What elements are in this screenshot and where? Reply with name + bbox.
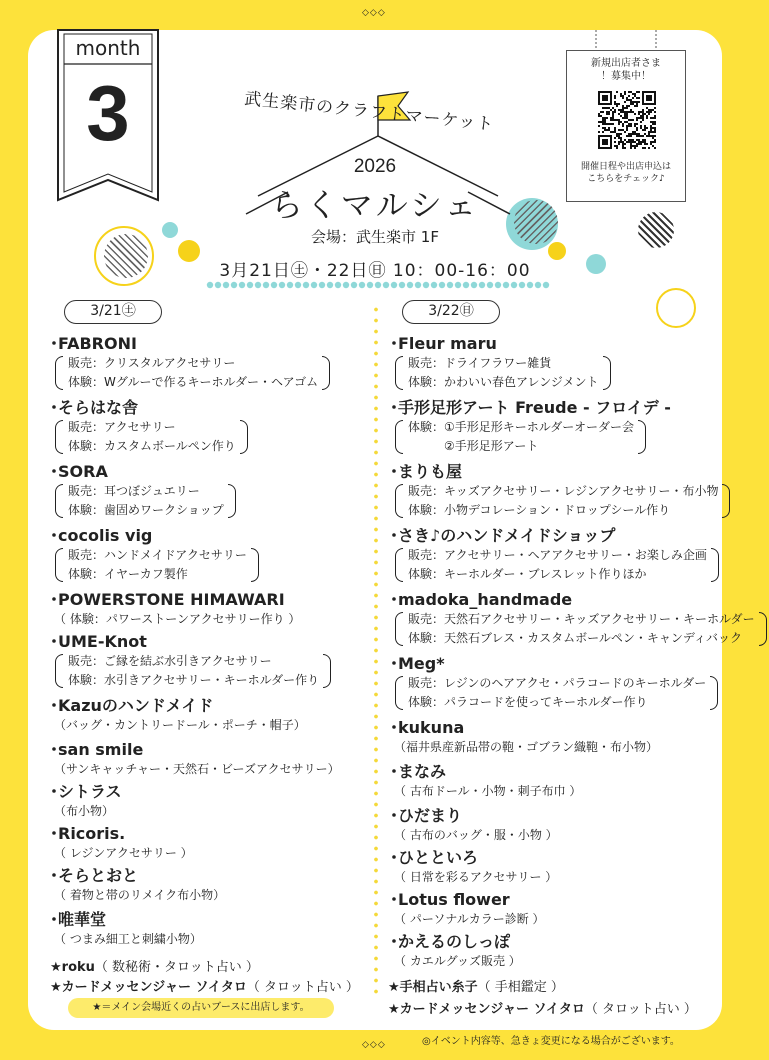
vendor-name xyxy=(386,526,721,546)
vendor-details xyxy=(46,354,332,392)
vendor-details xyxy=(46,546,261,584)
vendor-detail-line: 販売：天然石アクセサリー・キッズアクセサリー・キーホルダー xyxy=(408,612,755,626)
column-divider xyxy=(374,304,378,994)
vendor-entry xyxy=(46,866,225,905)
vendor-detail-line: 体験：水引きアクセサリー・キーホルダー作り xyxy=(68,673,320,687)
qr-code-icon[interactable] xyxy=(598,91,656,149)
vendor-details xyxy=(46,482,238,520)
divider-dot xyxy=(431,282,437,288)
star-vendor-name: ★roku xyxy=(50,960,95,975)
recruit-caption-line: 開催日程や出店申込は xyxy=(580,162,671,172)
vendor-detail-line: 体験：天然石ブレス・カスタムボールペン・キャンディバック xyxy=(408,631,742,645)
divider-dot xyxy=(359,282,365,288)
vendor-name xyxy=(386,334,613,354)
vendor-detail-line: （ 着物と帯のリメイク布小物） xyxy=(54,888,226,902)
vendor-detail-line: 販売：ご縁を結ぶ水引きアクセサリー xyxy=(68,654,272,668)
divider-dot xyxy=(303,282,309,288)
vendor-name xyxy=(46,526,261,546)
hanging-strings xyxy=(566,30,686,52)
subtitle: 武生楽市のクラフトマーケット xyxy=(243,88,496,136)
vendor-detail-line: （ レジンアクセサリー ） xyxy=(54,846,193,860)
divider-dot xyxy=(495,282,501,288)
bullet-icon: ・ xyxy=(386,526,403,545)
vendor-name xyxy=(46,866,225,886)
vendor-name xyxy=(386,932,521,952)
bullet-icon: ・ xyxy=(386,890,403,909)
vendor-name-text: まりも屋 xyxy=(398,462,463,481)
event-title: らくマルシェ xyxy=(270,186,480,224)
divider-dot xyxy=(271,282,277,288)
vendor-detail-line: 販売：アクセサリー xyxy=(68,420,176,434)
vendor-name-text: そらとおと xyxy=(58,866,139,885)
vendor-name-text: かえるのしっぽ xyxy=(398,932,511,951)
recruit-heading xyxy=(567,57,685,83)
event-dates: 3月21日㊏・22日㊐ 10：00-16：00 xyxy=(219,261,531,281)
divider-dot xyxy=(519,282,525,288)
divider-dot xyxy=(447,282,453,288)
vendor-name-text: UME-Knot xyxy=(58,632,147,651)
vendor-details xyxy=(386,418,648,456)
divider-dot xyxy=(399,282,405,288)
recruit-heading-line: ！募集中！ xyxy=(601,71,651,82)
divider-dot xyxy=(415,282,421,288)
vendor-detail-line: 販売：クリスタルアクセサリー xyxy=(68,356,236,370)
vendor-name-text: Lotus flower xyxy=(398,890,510,909)
divider-dot xyxy=(383,282,389,288)
vendor-name-text: Fleur maru xyxy=(398,334,497,353)
divider-dot xyxy=(535,282,541,288)
star-vendor-desc: （ タロット占い ） xyxy=(246,980,359,995)
event-venue: 会場：武生楽市 1F xyxy=(311,228,439,246)
vendor-name xyxy=(46,740,340,760)
recruit-heading-line: 新規出店者さま xyxy=(591,58,661,69)
vendor-detail-line: 体験：キーホルダー・ブレスレット作りほか xyxy=(408,567,647,581)
vendor-name xyxy=(46,910,202,930)
divider-dot xyxy=(463,282,469,288)
vendor-entry xyxy=(386,398,671,456)
divider-dot xyxy=(327,282,333,288)
divider-dot xyxy=(239,282,245,288)
vendor-name-text: Ricoris. xyxy=(58,824,126,843)
divider-dot xyxy=(335,282,341,288)
vendor-entry xyxy=(46,910,202,949)
vendor-entry xyxy=(386,762,581,801)
dotted-divider xyxy=(206,280,550,290)
vendor-name xyxy=(386,654,720,674)
bullet-icon: ・ xyxy=(46,526,63,545)
star-vendor-name: ★カードメッセンジャー ソイタロ xyxy=(388,1002,585,1017)
vendor-name xyxy=(46,632,333,652)
vendor-details xyxy=(386,354,613,392)
vendor-entry xyxy=(386,718,658,757)
divider-dot xyxy=(207,282,213,288)
bottom-decoration: ◇◇◇ xyxy=(362,1040,386,1050)
divider-dot xyxy=(511,282,517,288)
vendor-entry xyxy=(386,806,558,845)
vendor-detail-line: 体験：①手形足形キーホルダーオーダー会 xyxy=(408,420,635,434)
vendor-entry xyxy=(46,632,333,690)
outline-circle-right xyxy=(656,288,696,328)
vendor-entry xyxy=(46,590,300,629)
divider-dot xyxy=(471,282,477,288)
day1-label: 3/21㊏ xyxy=(64,300,162,324)
vendor-detail-line: 体験：パラコードを使ってキーホルダー作り xyxy=(408,695,648,709)
vendor-entry xyxy=(386,932,521,971)
divider-dot xyxy=(215,282,221,288)
recruit-box xyxy=(566,50,686,202)
vendor-name xyxy=(386,848,557,868)
divider-dot xyxy=(375,282,381,288)
star-vendor-name: ★カードメッセンジャー ソイタロ xyxy=(50,980,247,995)
vendor-detail-line: 体験：歯固めワークショップ xyxy=(68,503,224,517)
vendor-name-text: シトラス xyxy=(58,782,122,801)
vendor-name-text: ひとといろ xyxy=(398,848,479,867)
subtitle-banner xyxy=(216,70,536,136)
vendor-entry xyxy=(46,782,122,821)
vendor-entry xyxy=(46,824,193,863)
bullet-icon: ・ xyxy=(386,806,403,825)
star-vendor-desc: （ 数秘術・タロット占い ） xyxy=(94,960,259,975)
bullet-icon: ・ xyxy=(46,910,63,929)
divider-dot xyxy=(255,282,261,288)
divider-dot xyxy=(231,282,237,288)
divider-dot xyxy=(295,282,301,288)
vendor-name-text: POWERSTONE HIMAWARI xyxy=(58,590,285,609)
bullet-icon: ・ xyxy=(46,590,63,609)
bullet-icon: ・ xyxy=(386,932,403,951)
vendor-detail-line: 体験：かわいい春色アレンジメント xyxy=(408,375,599,389)
vendor-detail-line: 販売：ドライフラワー雑貨 xyxy=(408,356,552,370)
vendor-entry xyxy=(46,398,250,456)
divider-dot xyxy=(455,282,461,288)
vendor-entry xyxy=(386,526,721,584)
bullet-icon: ・ xyxy=(386,848,403,867)
vendor-detail-line: 販売：耳つぼジュエリー xyxy=(68,484,200,498)
day1-star-1 xyxy=(50,956,259,975)
vendor-detail-line: （布小物） xyxy=(54,804,115,818)
vendor-name-text: Kazuのハンドメイド xyxy=(58,696,214,715)
vendor-detail-line: 販売：レジンのヘアアクセ・パラコードのキーホルダー xyxy=(408,676,707,690)
vendor-name xyxy=(46,782,122,802)
vendor-name-text: SORA xyxy=(58,462,108,481)
vendor-name xyxy=(46,462,238,482)
vendor-name-text: madoka_handmade xyxy=(398,590,573,609)
recruit-caption-line: こちらをチェック♪ xyxy=(587,174,665,184)
vendor-detail-line: 体験：カスタムボールペン作り xyxy=(68,439,236,453)
vendor-name-text: まなみ xyxy=(398,762,447,781)
vendor-detail-line: （ パーソナルカラー診断 ） xyxy=(394,912,545,926)
vendor-name-text: san smile xyxy=(58,740,144,759)
vendor-name-text: cocolis vig xyxy=(58,526,153,545)
divider-dot xyxy=(287,282,293,288)
star-vendor-desc: （ 手相鑑定 ） xyxy=(477,980,564,995)
vendor-details xyxy=(386,546,721,584)
bullet-icon: ・ xyxy=(386,398,403,417)
vendor-name xyxy=(386,762,581,782)
divider-dot xyxy=(367,282,373,288)
day2-label: 3/22㊐ xyxy=(402,300,500,324)
vendor-entry xyxy=(386,890,545,929)
vendor-name-text: ひだまり xyxy=(398,806,463,825)
day1-star-2 xyxy=(50,976,359,995)
event-year: 2026 xyxy=(353,156,397,177)
vendor-entry xyxy=(46,526,261,584)
vendor-name xyxy=(386,590,769,610)
divider-dot xyxy=(343,282,349,288)
month-number: 3 xyxy=(86,69,130,157)
vendor-name xyxy=(386,462,732,482)
bullet-icon: ・ xyxy=(386,334,403,353)
vendor-name-text: kukuna xyxy=(398,718,465,737)
vendor-entry xyxy=(46,462,238,520)
footer-note: ◎イベント内容等、急きょ変更になる場合がございます。 xyxy=(422,1036,680,1047)
star-vendor-name: ★手相占い糸子 xyxy=(388,980,478,995)
vendor-name-text: FABRONI xyxy=(58,334,137,353)
vendor-entry xyxy=(46,696,306,735)
vendor-detail-line: （バッグ・カントリードール・ポーチ・帽子） xyxy=(54,718,306,732)
bullet-icon: ・ xyxy=(46,696,63,715)
divider-dot xyxy=(543,282,549,288)
vendor-details xyxy=(386,610,769,648)
vendor-detail-line: （ 古布ドール・小物・刺子布巾 ） xyxy=(394,784,582,798)
divider-dot xyxy=(247,282,253,288)
vendor-detail-line: 体験：小物デコレーション・ドロップシール作り xyxy=(408,503,671,517)
bullet-icon: ・ xyxy=(46,824,63,843)
vendor-detail-line: （ 古布のバッグ・服・小物 ） xyxy=(394,828,558,842)
vendor-detail-line: （福井県産新品帯の鞄・ゴブラン織鞄・布小物） xyxy=(394,740,659,754)
bullet-icon: ・ xyxy=(46,632,63,651)
vendor-detail-line: 販売：ハンドメイドアクセサリー xyxy=(68,548,247,562)
bullet-icon: ・ xyxy=(386,462,403,481)
bullet-icon: ・ xyxy=(46,866,63,885)
vendor-detail-line: （サンキャッチャー・天然石・ビーズアクセサリー） xyxy=(54,762,340,776)
vendor-name xyxy=(386,398,671,418)
divider-dot xyxy=(423,282,429,288)
day2-star-1 xyxy=(388,976,564,995)
divider-dot xyxy=(279,282,285,288)
vendor-name xyxy=(386,890,545,910)
vendor-entry xyxy=(386,462,732,520)
vendor-detail-line: 体験：Wグルーで作るキーホルダー・ヘアゴム xyxy=(68,375,319,389)
divider-dot xyxy=(487,282,493,288)
vendor-details xyxy=(46,418,250,456)
divider-dot xyxy=(263,282,269,288)
month-word: month xyxy=(75,36,141,60)
top-decoration: ◇◇◇ xyxy=(362,8,386,18)
vendor-name xyxy=(46,590,300,610)
divider-dot xyxy=(391,282,397,288)
vendor-name-text: 手形足形アート Freude - フロイデ - xyxy=(398,398,671,417)
vendor-name-text: さき♪のハンドメイドショップ xyxy=(398,526,616,545)
vendor-detail-line: 体験：イヤーカフ製作 xyxy=(68,567,188,581)
bullet-icon: ・ xyxy=(386,654,403,673)
vendor-detail-line: （ つまみ細工と刺繍小物） xyxy=(54,932,202,946)
vendor-entry xyxy=(46,740,340,779)
vendor-details xyxy=(386,674,720,712)
divider-dot xyxy=(223,282,229,288)
vendor-entry xyxy=(386,654,720,712)
bullet-icon: ・ xyxy=(386,762,403,781)
divider-dot xyxy=(319,282,325,288)
bullet-icon: ・ xyxy=(46,782,63,801)
divider-dot xyxy=(439,282,445,288)
vendor-entry xyxy=(386,334,613,392)
flyer-card xyxy=(28,30,755,1047)
vendor-details xyxy=(46,652,333,690)
star-vendor-desc: （ タロット占い ） xyxy=(584,1002,697,1017)
vendor-name xyxy=(386,718,658,738)
divider-dot xyxy=(311,282,317,288)
bullet-icon: ・ xyxy=(386,718,403,737)
vendor-detail-line: （ カエルグッズ販売 ） xyxy=(394,954,521,968)
vendor-name xyxy=(46,334,332,354)
divider-dot xyxy=(479,282,485,288)
vendor-detail-line: 販売：アクセサリー・ヘアアクセサリー・お楽しみ企画 xyxy=(408,548,707,562)
vendor-name-text: そらはな舎 xyxy=(58,398,139,417)
divider-dot xyxy=(503,282,509,288)
day2-star-2 xyxy=(388,998,697,1017)
vendor-name xyxy=(46,398,250,418)
vendor-details xyxy=(386,482,732,520)
vendor-detail-line: ②手形足形アート xyxy=(408,439,539,453)
vendor-name xyxy=(46,696,306,716)
bullet-icon: ・ xyxy=(46,740,63,759)
vendor-detail-line: 販売：キッズアクセサリー・レジンアクセサリー・布小物 xyxy=(408,484,719,498)
bullet-icon: ・ xyxy=(46,398,63,417)
vendor-detail-line: （ 体験：パワーストーンアクセサリー作り ） xyxy=(54,612,301,626)
divider-dot xyxy=(527,282,533,288)
vendor-name-text: 唯華堂 xyxy=(58,910,107,929)
vendor-name xyxy=(46,824,193,844)
vendor-detail-line: （ 日常を彩るアクセサリー ） xyxy=(394,870,558,884)
vendor-entry xyxy=(386,590,769,648)
vendor-entry xyxy=(46,334,332,392)
divider-dot xyxy=(407,282,413,288)
divider-dot xyxy=(351,282,357,288)
bullet-icon: ・ xyxy=(46,334,63,353)
vendor-entry xyxy=(386,848,557,887)
bullet-icon: ・ xyxy=(386,590,403,609)
vendor-name xyxy=(386,806,558,826)
vendor-name-text: Meg* xyxy=(398,654,445,673)
recruit-caption xyxy=(567,161,685,185)
star-note: ★＝メイン会場近くの占いブースに出店します。 xyxy=(68,998,334,1018)
bullet-icon: ・ xyxy=(46,462,63,481)
